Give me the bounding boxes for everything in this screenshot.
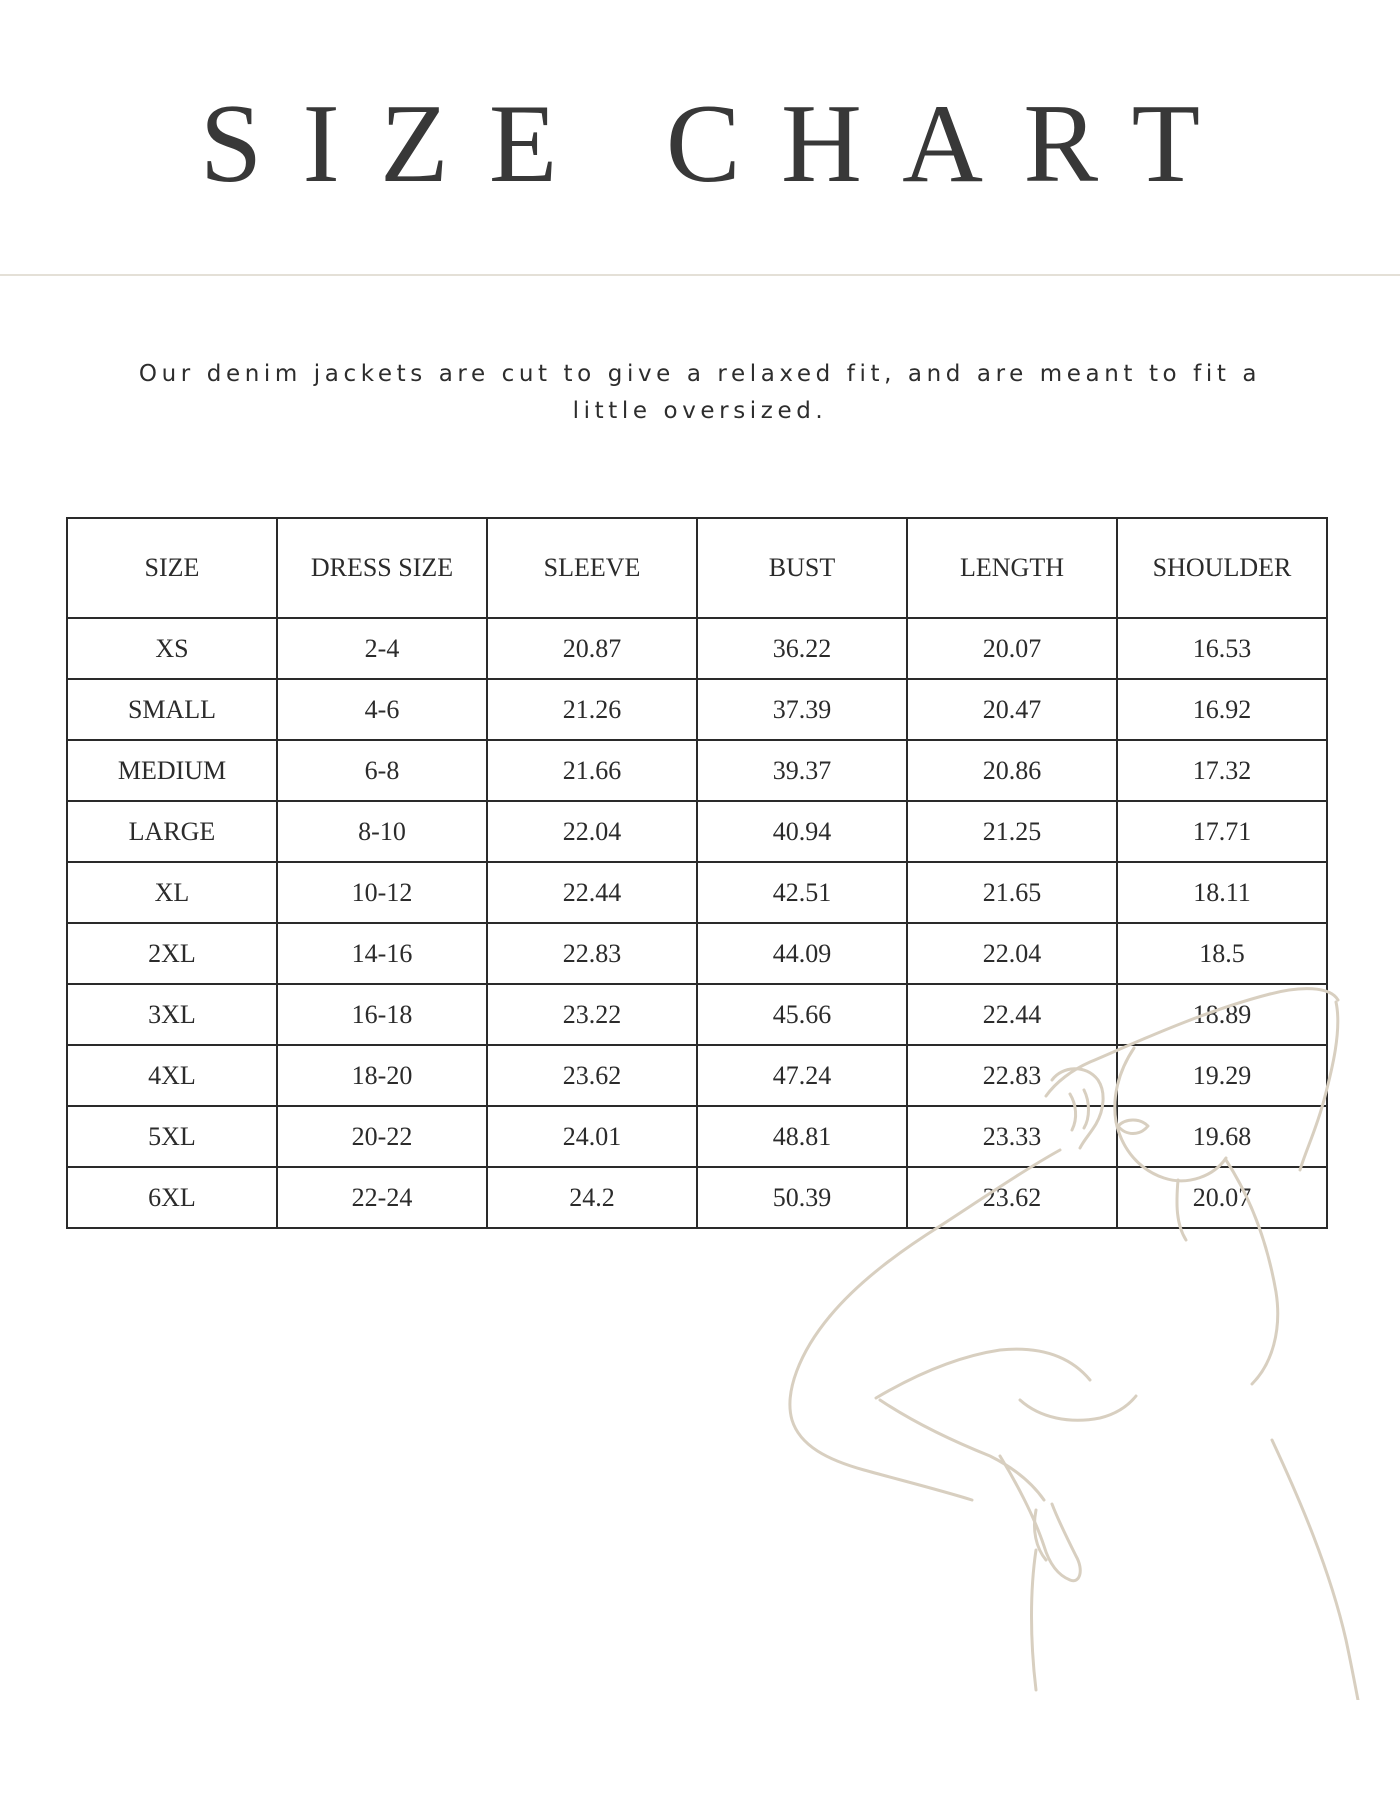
cell-length: 22.44 xyxy=(907,984,1117,1045)
bent-arm-outer-line xyxy=(790,1316,972,1500)
cell-size: 3XL xyxy=(67,984,277,1045)
cell-sleeve: 22.04 xyxy=(487,801,697,862)
chest-curve-line xyxy=(1020,1396,1136,1420)
cell-length: 21.65 xyxy=(907,862,1117,923)
cell-bust: 42.51 xyxy=(697,862,907,923)
cell-bust: 45.66 xyxy=(697,984,907,1045)
cell-sleeve: 23.22 xyxy=(487,984,697,1045)
cell-length: 21.25 xyxy=(907,801,1117,862)
table-row xyxy=(67,1167,1327,1228)
cell-size: 4XL xyxy=(67,1045,277,1106)
cell-sleeve: 22.83 xyxy=(487,923,697,984)
cell-shoulder: 16.53 xyxy=(1117,618,1327,679)
header-length: LENGTH xyxy=(907,518,1117,618)
cell-size: 2XL xyxy=(67,923,277,984)
table-row xyxy=(67,801,1327,862)
cell-length: 20.07 xyxy=(907,618,1117,679)
cell-dress-size: 20-22 xyxy=(277,1106,487,1167)
table-row xyxy=(67,1106,1327,1167)
cell-size: 6XL xyxy=(67,1167,277,1228)
header-dress-size: DRESS SIZE xyxy=(277,518,487,618)
cell-bust: 40.94 xyxy=(697,801,907,862)
cell-shoulder: 16.92 xyxy=(1117,679,1327,740)
cell-dress-size: 16-18 xyxy=(277,984,487,1045)
cell-shoulder: 18.5 xyxy=(1117,923,1327,984)
cell-sleeve: 21.66 xyxy=(487,740,697,801)
cell-shoulder: 18.89 xyxy=(1117,984,1327,1045)
cell-shoulder: 17.71 xyxy=(1117,801,1327,862)
cell-shoulder: 19.29 xyxy=(1117,1045,1327,1106)
cell-dress-size: 6-8 xyxy=(277,740,487,801)
cell-sleeve: 22.44 xyxy=(487,862,697,923)
cell-shoulder: 20.07 xyxy=(1117,1167,1327,1228)
cell-length: 22.04 xyxy=(907,923,1117,984)
waist-front-line xyxy=(1032,1550,1037,1690)
table-row xyxy=(67,618,1327,679)
table-header-row xyxy=(67,518,1327,618)
hip-finger-line xyxy=(1034,1510,1046,1560)
cell-size: 5XL xyxy=(67,1106,277,1167)
cell-size: XS xyxy=(67,618,277,679)
table-row xyxy=(67,923,1327,984)
cell-bust: 44.09 xyxy=(697,923,907,984)
cell-bust: 48.81 xyxy=(697,1106,907,1167)
cell-size: XL xyxy=(67,862,277,923)
cell-dress-size: 8-10 xyxy=(277,801,487,862)
header-sleeve: SLEEVE xyxy=(487,518,697,618)
hand-on-hip-line xyxy=(1000,1456,1080,1581)
forearm-line xyxy=(880,1400,1044,1500)
cell-bust: 47.24 xyxy=(697,1045,907,1106)
cell-dress-size: 18-20 xyxy=(277,1045,487,1106)
cell-bust: 37.39 xyxy=(697,679,907,740)
cell-bust: 39.37 xyxy=(697,740,907,801)
size-chart-table xyxy=(66,517,1328,1229)
cell-dress-size: 10-12 xyxy=(277,862,487,923)
cell-sleeve: 21.26 xyxy=(487,679,697,740)
cell-length: 20.47 xyxy=(907,679,1117,740)
intro-text: Our denim jackets are cut to give a relaxed fit, and are meant to fit a little oversized. xyxy=(138,361,1262,424)
table-row xyxy=(67,862,1327,923)
table-row xyxy=(67,1045,1327,1106)
cell-sleeve: 24.01 xyxy=(487,1106,697,1167)
table-row xyxy=(67,984,1327,1045)
cell-sleeve: 20.87 xyxy=(487,618,697,679)
cell-length: 20.86 xyxy=(907,740,1117,801)
cell-bust: 36.22 xyxy=(697,618,907,679)
cell-shoulder: 19.68 xyxy=(1117,1106,1327,1167)
page-title: SIZE CHART xyxy=(199,82,1241,206)
cell-dress-size: 14-16 xyxy=(277,923,487,984)
cell-dress-size: 4-6 xyxy=(277,679,487,740)
cell-size: LARGE xyxy=(67,801,277,862)
header-bust: BUST xyxy=(697,518,907,618)
cell-length: 23.33 xyxy=(907,1106,1117,1167)
hip-right-line xyxy=(1272,1440,1358,1700)
header-shoulder: SHOULDER xyxy=(1117,518,1327,618)
table-row xyxy=(67,740,1327,801)
cell-dress-size: 22-24 xyxy=(277,1167,487,1228)
cell-sleeve: 24.2 xyxy=(487,1167,697,1228)
cell-shoulder: 18.11 xyxy=(1117,862,1327,923)
cell-dress-size: 2-4 xyxy=(277,618,487,679)
table-row xyxy=(67,679,1327,740)
title-divider xyxy=(0,274,1400,276)
cell-size: SMALL xyxy=(67,679,277,740)
cell-shoulder: 17.32 xyxy=(1117,740,1327,801)
cell-bust: 50.39 xyxy=(697,1167,907,1228)
bent-arm-inner-line xyxy=(876,1349,1090,1398)
header-size: SIZE xyxy=(67,518,277,618)
cell-size: MEDIUM xyxy=(67,740,277,801)
cell-length: 23.62 xyxy=(907,1167,1117,1228)
cell-length: 22.83 xyxy=(907,1045,1117,1106)
cell-sleeve: 23.62 xyxy=(487,1045,697,1106)
